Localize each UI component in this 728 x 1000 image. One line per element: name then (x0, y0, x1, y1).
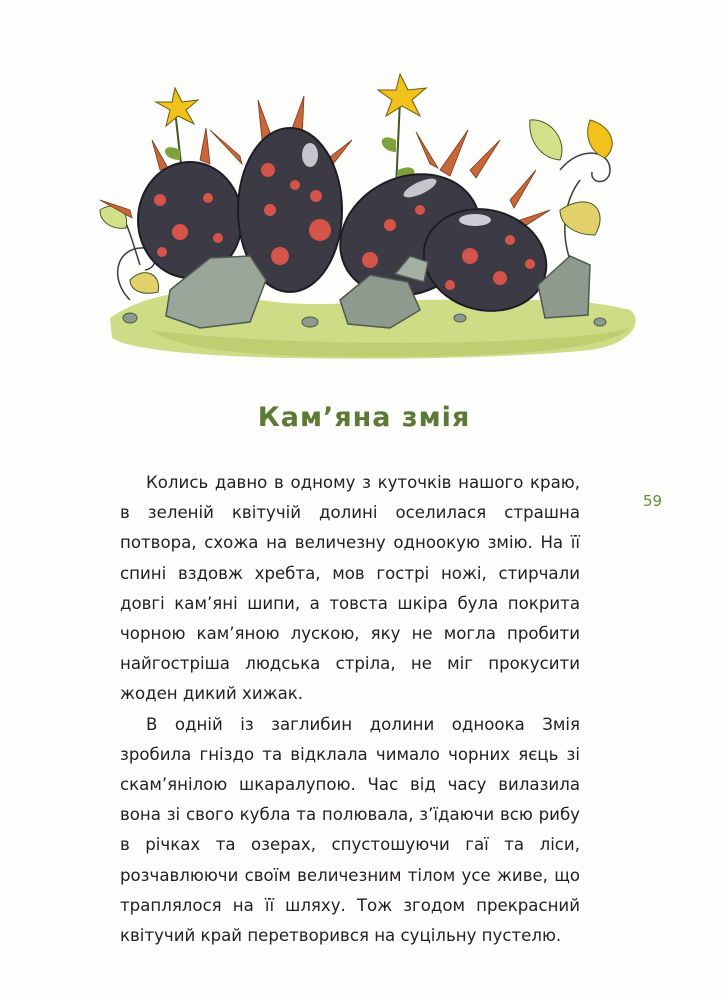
leaf-right-icon (530, 120, 612, 235)
story-text (120, 468, 580, 951)
page-number: 59 (643, 492, 663, 510)
story-title: Кам’яна змія (257, 402, 471, 433)
eggs-nest-illustration (90, 60, 650, 370)
paragraph-2: В одній із заглибин долини одноока Змія зробила гніздо та відклала чимало чорних яєць зі скам’янілою шкаралупою. Час від часу вилазила вона зі свого кубла та полювала, з’їдаючи всю рибу в річках та озерах, спустошуючи гаї та ліси, розчавлюючи своїм величезним тілом усе живе, що траплялося на її шляху. Тож згодом прекрасний квітучий край перетворився на суцільну пустелю. (120, 714, 580, 946)
paragraph-1: Колись давно в одному з куточків нашого краю, в зеленій квітучій долині оселилася страшна потвора, схожа на величезну одноокую змію. На її спині вздовж хребта, мов гострі ножі, стирчали довгі кам’яні шипи, а товста шкіра була покрита чорною кам’яною лускою, яку не могла пробити найгостріша людська стріла, не міг прокусити жоден дикий хижак. (120, 473, 580, 704)
